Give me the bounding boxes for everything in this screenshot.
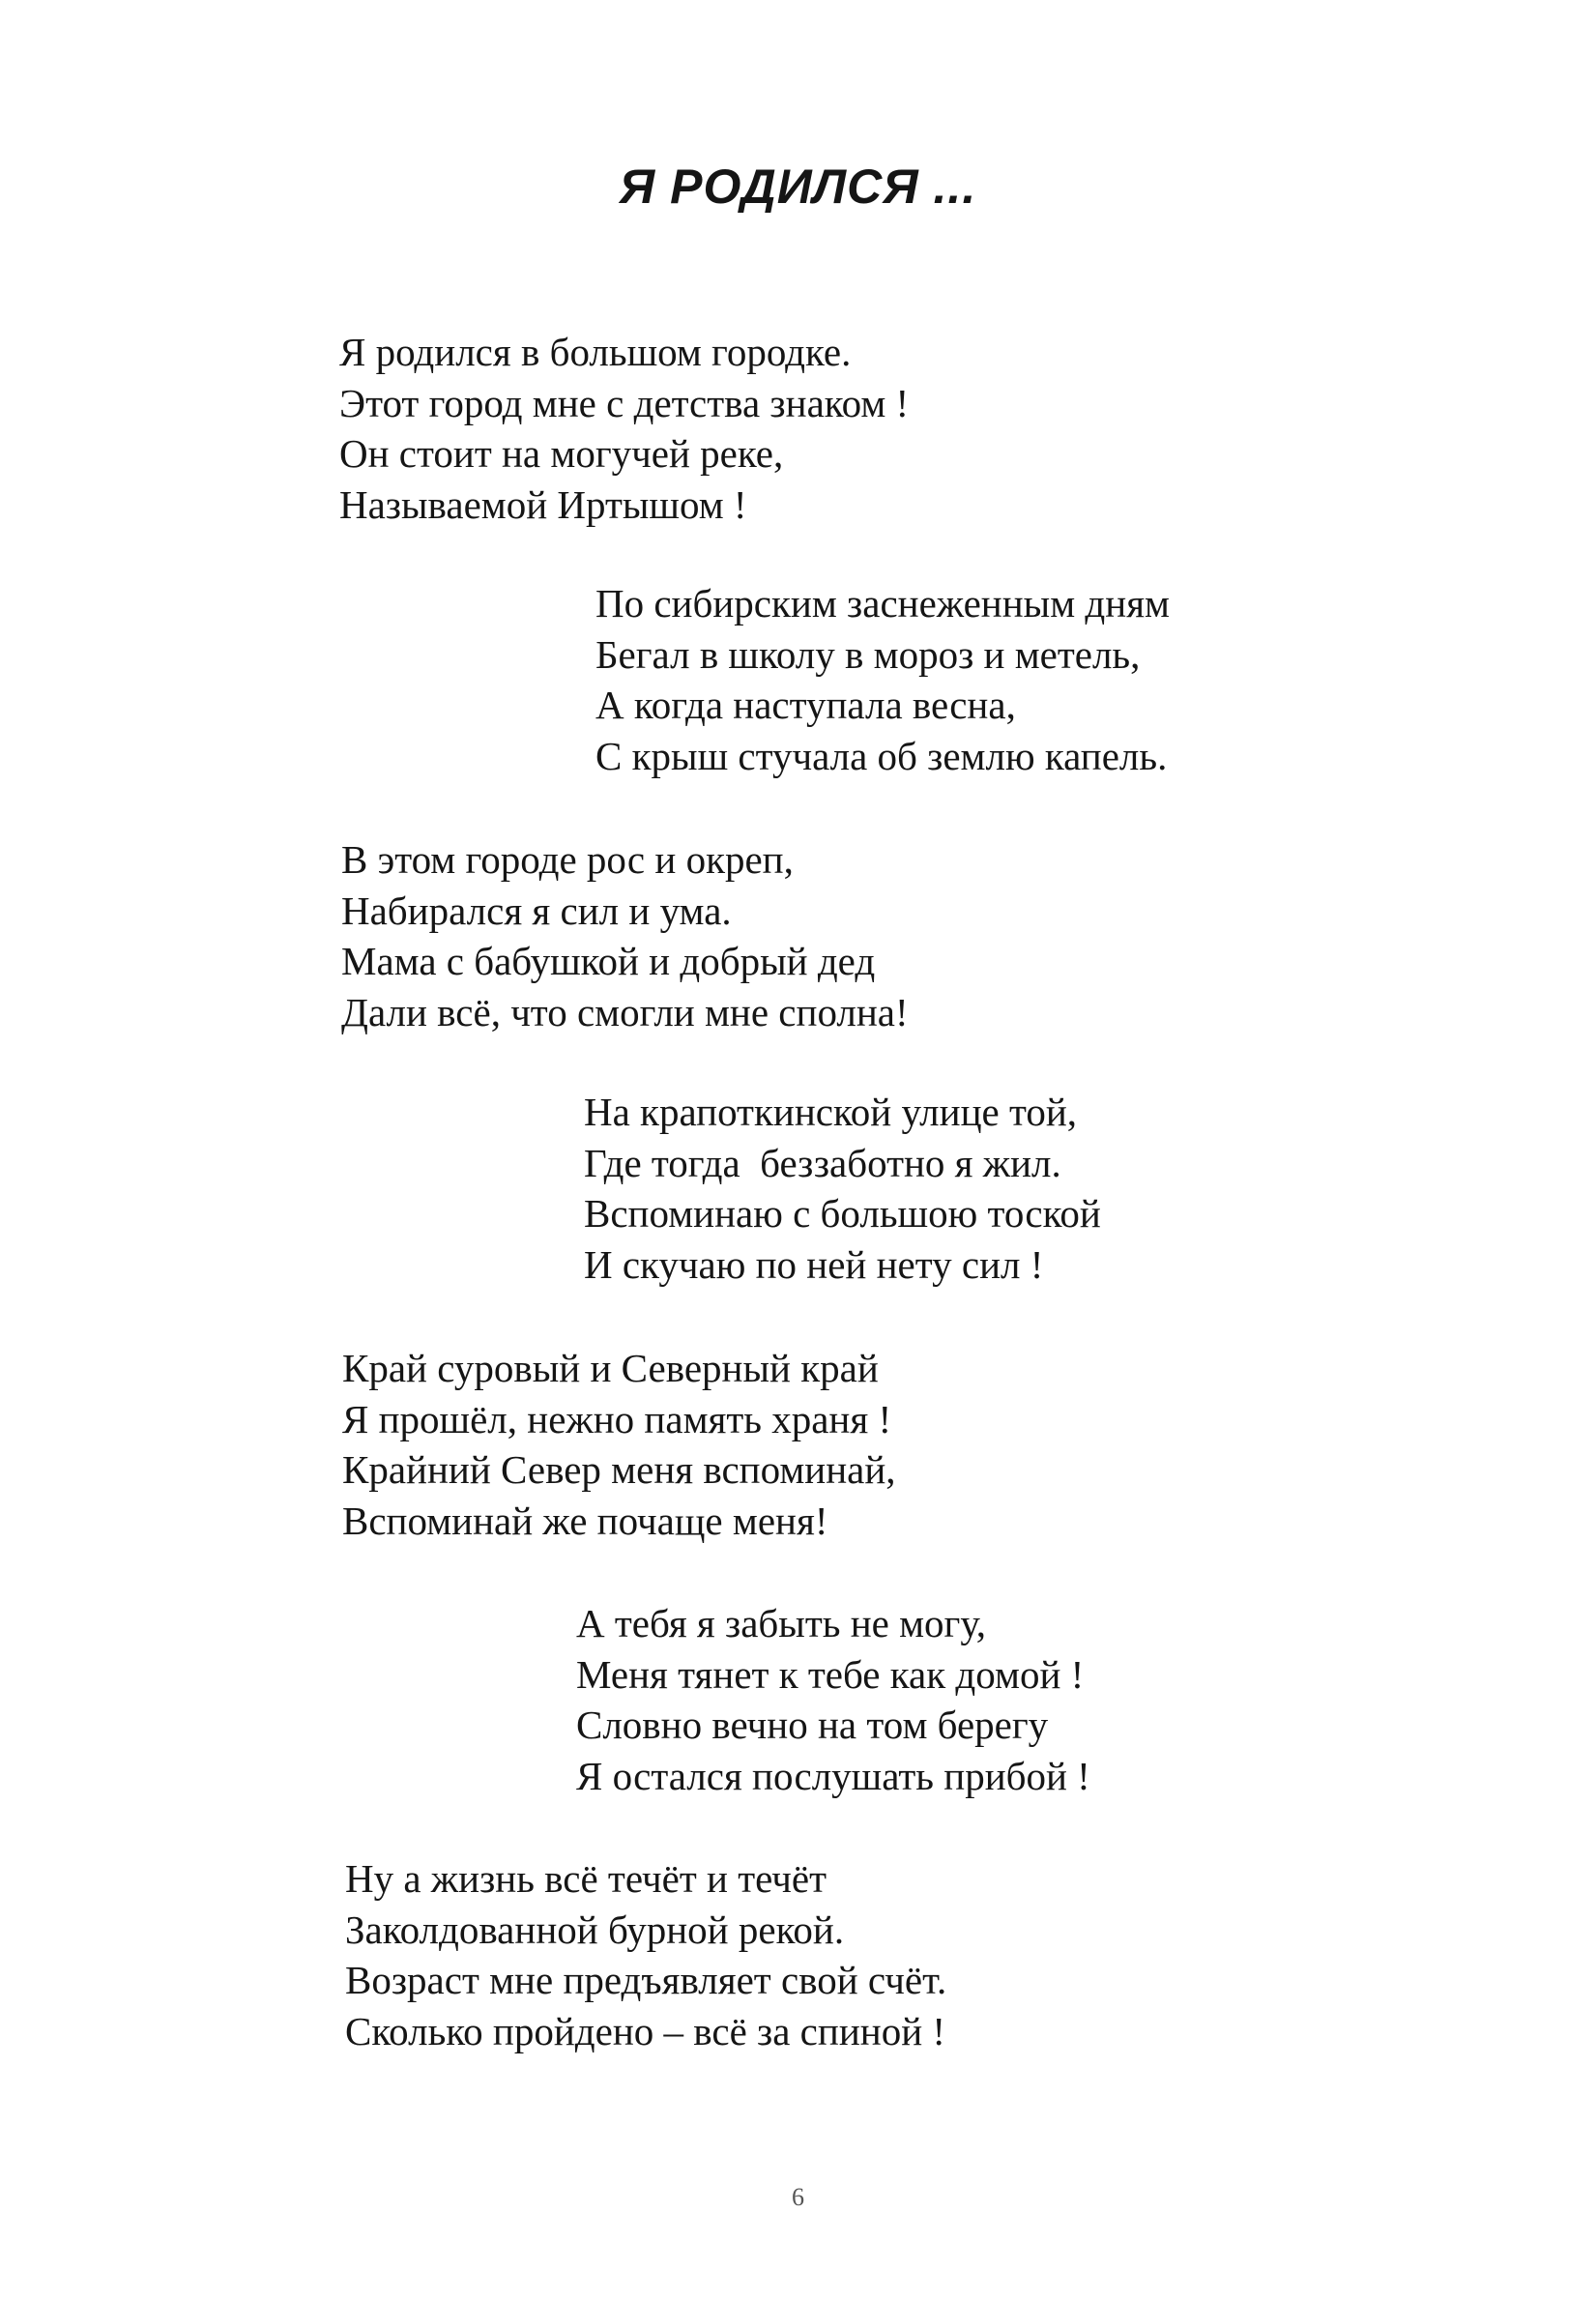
poem-line: Я родился в большом городке. [339,330,852,374]
stanza-4 [584,1087,1101,1290]
page-number: 6 [792,2183,804,2211]
poem-line: А тебя я забыть не могу, [576,1601,986,1645]
stanza-3 [341,834,909,1037]
poem-line: Крайний Север меня вспоминай, [342,1447,896,1492]
poem-line: Я прошёл, нежно память храня ! [342,1396,892,1441]
poem-line: Край суровый и Северный край [342,1346,879,1390]
stanza-2 [595,578,1170,781]
poem-line: Дали всё, что смогли мне сполна! [341,989,909,1034]
poem-line: Я остался послушать прибой ! [576,1753,1090,1798]
poem-line: Вспоминаю с большою тоской [584,1191,1101,1236]
poem-line: С крыш стучала об землю капель. [595,733,1168,778]
poem-line: Заколдованной бурной рекой. [345,1907,845,1952]
poem-line: В этом городе рос и окреп, [341,837,794,882]
poem-line: Этот город мне с детства знаком ! [339,380,910,425]
poem-line: А когда наступала весна, [595,683,1016,727]
stanza-7 [345,1853,946,2056]
stanza-6 [576,1598,1090,1801]
poem-line: Сколько пройдено – всё за спиной ! [345,2008,946,2053]
poem-line: Бегал в школу в мороз и метель, [595,631,1141,677]
poem-line: Ну а жизнь всё течёт и течёт [345,1856,827,1901]
poem-line: И скучаю по ней нету сил ! [584,1241,1044,1287]
poem-line: Возраст мне предъявляет свой счёт. [345,1958,947,2002]
poem-line: Он стоит на могучей реке, [339,431,784,476]
poem-line: Называемой Иртышом ! [339,481,747,527]
poem-line: Мама с бабушкой и добрый дед [341,939,876,983]
poem-line: Вспоминай же почаще меня! [342,1498,828,1543]
poem-line: На крапоткинской улице той, [584,1090,1078,1134]
poem-line: Набирался я сил и ума. [341,888,732,933]
stanza-5 [342,1343,896,1546]
poem-line: По сибирским заснеженным дням [595,581,1170,626]
poem-line: Словно вечно на том берегу [576,1703,1049,1747]
poem-line: Где тогда беззаботно я жил. [584,1140,1061,1185]
stanza-1 [339,327,909,530]
poem-line: Меня тянет к тебе как домой ! [576,1651,1085,1697]
poem-title: Я РОДИЛСЯ ... [619,160,977,214]
